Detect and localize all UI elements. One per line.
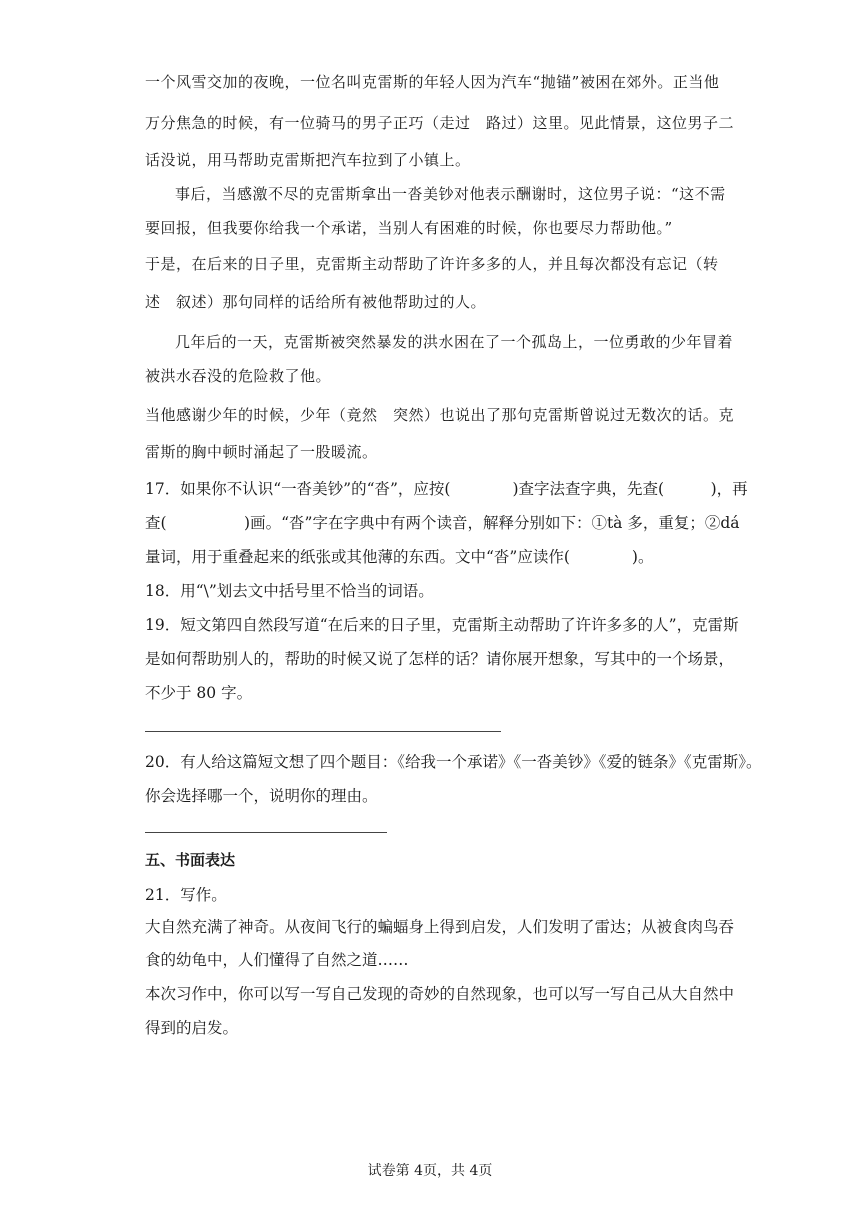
question-17: 查( )画。“沓”字在字典中有两个读音，解释分别如下：①tà 多，重复；②dá [145,514,740,532]
passage-line: 一个风雪交加的夜晚，一位名叫克雷斯的年轻人因为汽车“抛锚”被困在郊外。正当他 [145,73,720,91]
answer-line[interactable] [145,832,387,833]
passage-line: 被洪水吞没的危险救了他。 [145,367,332,385]
question-17: 量词，用于重叠起来的纸张或其他薄的东西。文中“沓”应读作( )。 [145,548,654,566]
passage-line: 当他感谢少年的时候，少年（竟然 突然）也说出了那句克雷斯曾说过无数次的话。克 [145,406,735,424]
writing-prompt: 得到的启发。 [145,1019,239,1037]
section-heading: 五、书面表达 [145,851,236,869]
question-20: 20．有人给这篇短文想了四个题目：《给我一个承诺》《一沓美钞》《爱的链条》《克雷斯》。 [145,753,762,771]
question-20: 你会选择哪一个，说明你的理由。 [145,787,378,805]
writing-prompt: 大自然充满了神奇。从夜间飞行的蝙蝠身上得到启发，人们发明了雷达；从被食肉鸟吞 [145,918,735,936]
passage-line: 话没说，用马帮助克雷斯把汽车拉到了小镇上。 [145,151,471,169]
page-footer: 试卷第 4页，共 4页 [367,1163,493,1179]
question-19: 19．短文第四自然段写道“在后来的日子里，克雷斯主动帮助了许许多多的人”，克雷斯 [145,616,739,634]
question-17: 17．如果你不认识“一沓美钞”的“沓”，应按( )查字法查字典，先查( )，再 [145,480,748,498]
passage-line: 于是，在后来的日子里，克雷斯主动帮助了许许多多的人，并且每次都没有忘记（转 [145,255,719,273]
question-19: 是如何帮助别人的，帮助的时候又说了怎样的话？请你展开想象，写其中的一个场景， [145,650,735,668]
question-21: 21．写作。 [145,886,227,904]
answer-line[interactable] [145,731,501,732]
passage-line: 雷斯的胸中顿时涌起了一股暖流。 [145,443,378,461]
question-19: 不少于 80 字。 [145,684,253,702]
question-18: 18．用“\”划去文中括号里不恰当的词语。 [145,582,434,600]
passage-line: 述 叙述）那句同样的话给所有被他帮助过的人。 [145,293,487,311]
passage-line: 事后，当感激不尽的克雷斯拿出一沓美钞对他表示酬谢时，这位男子说：“这不需 [175,185,726,203]
passage-line: 要回报，但我要你给我一个承诺，当别人有困难的时候，你也要尽力帮助他。” [145,219,673,237]
writing-prompt: 食的幼龟中，人们懂得了自然之道…… [145,951,409,969]
passage-line: 万分焦急的时候，有一位骑马的男子正巧（走过 路过）这里。见此情景，这位男子二 [145,114,735,132]
passage-line: 几年后的一天，克雷斯被突然暴发的洪水困在了一个孤岛上，一位勇敢的少年冒着 [175,333,734,351]
writing-prompt: 本次习作中，你可以写一写自己发现的奇妙的自然现象，也可以写一写自己从大自然中 [145,985,735,1003]
